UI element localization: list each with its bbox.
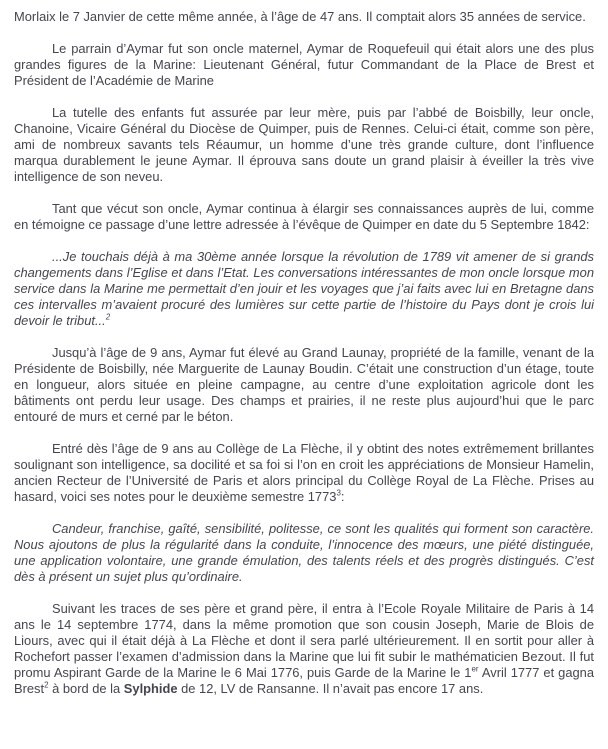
- text-run: ...Je touchais déjà à ma 30ème année lorsque la révolution de 1789 vit amener de si grands changements dans l’Eglise et dans l’Etat. Les conversations intéressantes de mon oncle lorsque mon service dans la Marine me permettait d’en jouir et les voyages que j’ai faits avec lui en Bretagne dans ces intervalles m’avaient procuré des lumières sur cette partie de l’histoire du Pays dont je crois lui devoir le tribut...: [14, 249, 594, 328]
- paragraph: [14, 345, 594, 425]
- text-run: er: [471, 664, 479, 674]
- paragraph: [14, 249, 594, 329]
- text-run: Candeur, franchise, gaîté, sensibilité, politesse, ce sont les qualités qui forment son caractère. Nous ajoutons de plus la régularité dans la conduite, l’innocence des mœurs, une piété distinguée, une application volontaire, une grande émulation, des talents réels et des progrès distingués. C’est dès à présent un sujet plus qu’ordinaire.: [14, 521, 594, 584]
- paragraph: [14, 521, 594, 585]
- text-run: Le parrain d’Aymar fut son oncle maternel, Aymar de Roquefeuil qui était alors une des plus grandes figures de la Marine: Lieutenant Général, futur Commandant de la Place de Brest et Président de l’Académie de Marine: [14, 41, 594, 88]
- paragraph: [14, 9, 594, 25]
- text-run: 2: [44, 680, 49, 690]
- text-run: Suivant les traces de ses père et grand père, il entra à l’Ecole Royale Militaire de Paris à 14 ans le 14 septembre 1774, dans la même promotion que son cousin Joseph, Marie de Blois de Liours, avec qui il était déjà à La Flèche et dont il sera parlé ultérieurement. Il en sortit pour aller à Rochefort passer l’examen d’admission dans la Marine que lui fit subir le mathématicien Bezout. Il fut promu Aspirant Garde de la Marine le 6 Mai 1776, puis Garde de la Marine le 1: [14, 601, 594, 680]
- text-run: à bord de la: [48, 681, 124, 696]
- paragraph: [14, 601, 594, 697]
- text-run: Sylphide: [123, 681, 178, 696]
- paragraph: [14, 201, 594, 233]
- text-run: Jusqu’à l’âge de 9 ans, Aymar fut élevé au Grand Launay, propriété de la famille, venant de la Présidente de Boisbilly, née Marguerite de Launay Boudin. C’était une construction d’un étage, toute en longueur, alors située en pleine campagne, au centre d’une exploitation agricole dont les bâtiments ont perdu leur usage. Des champs et prairies, il ne reste plus aujourd’hui que le parc entouré de murs et cerné par le béton.: [14, 345, 594, 424]
- text-run: Tant que vécut son oncle, Aymar continua à élargir ses connaissances auprès de lui, comme en témoigne ce passage d’une lettre adressée à l’évêque de Quimper en date du 5 Septembre 1842:: [14, 201, 594, 232]
- text-run: 3: [336, 488, 341, 498]
- paragraph: [14, 41, 594, 89]
- paragraph: [14, 105, 594, 185]
- text-run: Avril 1777 et gagna Brest: [14, 665, 595, 696]
- text-run: Morlaix le 7 Janvier de cette même année, à l’âge de 47 ans. Il comptait alors 35 années de service.: [14, 9, 586, 24]
- text-run: 2: [105, 312, 111, 322]
- text-run: de 12, LV de Ransanne. Il n’avait pas encore 17 ans.: [177, 681, 484, 696]
- text-run: La tutelle des enfants fut assurée par leur mère, puis par l’abbé de Boisbilly, leur oncle, Chanoine, Vicaire Général du Diocèse de Quimper, puis de Rennes. Celui-ci était, comme son père, ami de nombreux savants tels Réaumur, un homme d’une très grande culture, dont l’influence marqua durablement le jeune Aymar. Il éprouva sans doute un grand plaisir à éveiller la très vive intelligence de son neveu.: [14, 105, 594, 184]
- paragraph: [14, 441, 594, 505]
- text-run: :: [340, 489, 345, 504]
- text-run: Entré dès l’âge de 9 ans au Collège de La Flèche, il y obtint des notes extrêmement brillantes soulignant son intelligence, sa docilité et sa foi si l’on en croit les appréciations de Monsieur Hamelin, ancien Recteur de l’Université de Paris et alors principal du Collège Royal de La Flèche. Prises au hasard, voici ses notes pour le deuxième semestre 1773: [14, 441, 594, 504]
- page-text-block: [14, 9, 594, 697]
